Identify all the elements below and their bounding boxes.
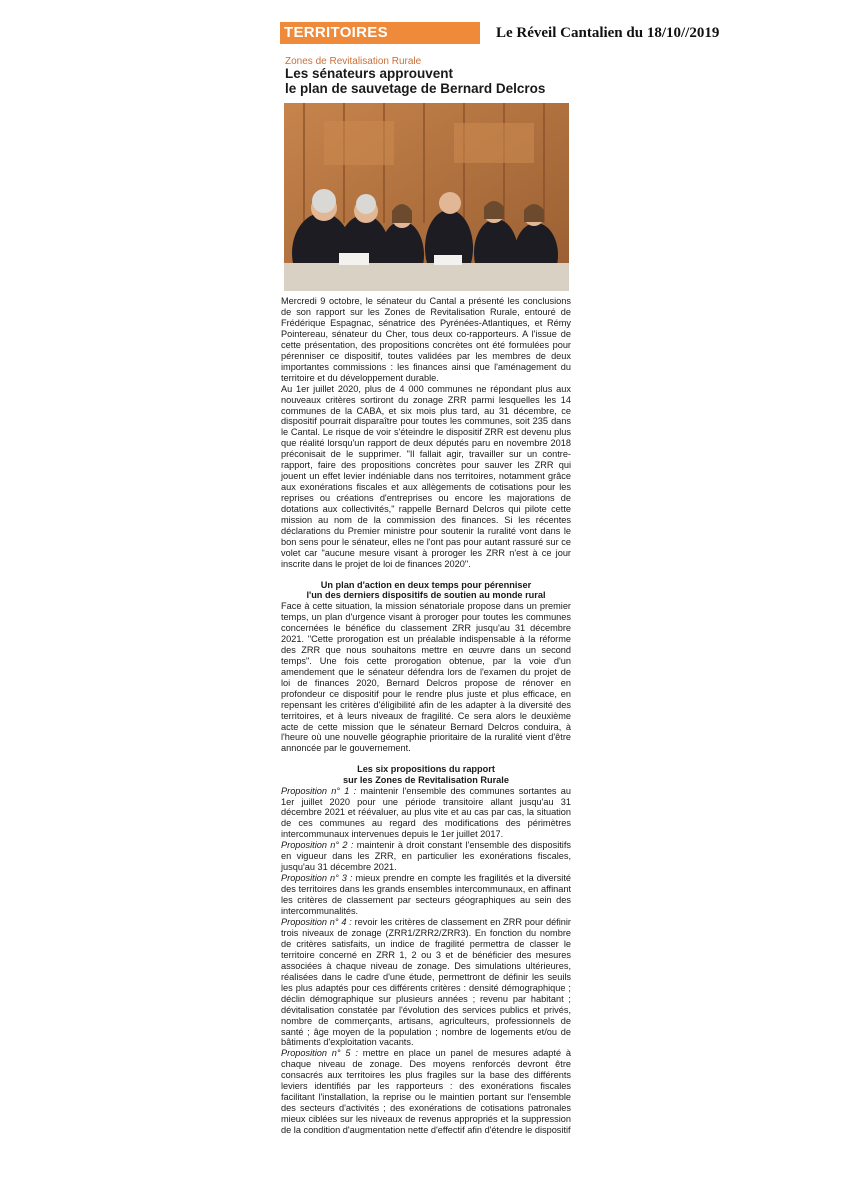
proposal-1-label: Proposition n° 1 : bbox=[281, 785, 357, 796]
section-rubric: TERRITOIRES bbox=[280, 22, 480, 44]
proposal-5 bbox=[281, 1048, 571, 1136]
proposal-1 bbox=[281, 786, 571, 841]
page-header bbox=[280, 22, 720, 46]
proposal-3 bbox=[281, 873, 571, 917]
senate-meeting-illustration bbox=[284, 103, 569, 291]
article-headline bbox=[285, 66, 585, 96]
headline-line-1: Les sénateurs approuvent bbox=[285, 66, 454, 81]
subheading-proposals-line-1: Les six propositions du rapport bbox=[357, 764, 495, 775]
newspaper-source: Le Réveil Cantalien du 18/10//2019 bbox=[496, 25, 720, 41]
proposal-2-label: Proposition n° 2 : bbox=[281, 840, 354, 851]
article-body bbox=[281, 296, 571, 1136]
proposal-3-label: Proposition n° 3 : bbox=[281, 873, 353, 884]
headline-line-2: le plan de sauvetage de Bernard Delcros bbox=[285, 81, 546, 96]
proposal-4-text: revoir les critères de classement en ZRR pour définir trois niveaux de zonage (ZRR1/ZRR2/ZRR3). En fonction du nombre de critères satisfaits, un indice de fragilité permettra de classer le territoire concerné en ZRR 1, 2 ou 3 et de bénéficier des mesures associées à chaque niveau de zonage. Des simulations ultérieures, réalisées dans le cadre d'une étude, permettront de définir les seuils les plus adaptés pour ces différents critères : densité démographique ; déclin démographique sur plusieurs années ; revenu par habitant ; dévitalisation constatée par l'évolution des services publics et privés, nombre de commerçants, artisans, agriculteurs, professionnels de santé ; âge moyen de la population ; nombre de logements et/ou de bâtiments d'exploitation vacants. bbox=[281, 916, 571, 1048]
article-kicker: Zones de Revitalisation Rurale bbox=[285, 56, 422, 67]
proposal-5-text: mettre en place un panel de mesures adapté à chaque niveau de zonage. Des moyens renforcés devront être consacrés aux territoires les plus fragiles sur la base des différents leviers identifiés par les rapporteurs : des exonérations fiscales facilitant l'installation, la reprise ou le maintien portant sur l'ensemble des secteurs d'activités ; des exonérations de cotisations patronales mieux ciblées sur les niveaux de revenus appropriés et la suppression de la condition d'augmentation nette d'effectif afin d'étendre le dispositif bbox=[281, 1048, 572, 1136]
proposal-1-text: maintenir l'ensemble des communes sortantes au 1er juillet 2020 pour une période transitoire allant jusqu'au 31 décembre 2021 et réévaluer, au plus vite et au cas par cas, la situation de ces communes au regard des modifications des périmètres intercommunaux intervenues depuis le 1er juillet 2017. bbox=[281, 785, 572, 840]
proposal-2 bbox=[281, 840, 571, 873]
subheading-plan-line-2: l'un des derniers dispositifs de soutien au monde rural bbox=[306, 590, 546, 601]
proposal-5-label: Proposition n° 5 : bbox=[281, 1048, 358, 1059]
paragraph-intro: Mercredi 9 octobre, le sénateur du Cantal a présenté les conclusions de son rapport sur les Zones de Revitalisation Rurale, entouré de Frédérique Espagnac, sénatrice des Pyrénées-Atlantiques, et Rémy Pointereau, sénateur du Cher, tous deux co-rapporteurs. A l'issue de cette présentation, des propositions concrètes ont été formulées pour pérenniser ce dispositif, toutes validées par les membres de deux importantes commissions : les finances ainsi que l'aménagement du territoire et du développement durable. bbox=[281, 296, 571, 383]
proposal-2-text: maintenir à droit constant l'ensemble des dispositifs en vigueur dans les ZRR, en particulier les exonérations fiscales, jusqu'au 31 décembre 2021. bbox=[281, 840, 571, 873]
article-photo bbox=[284, 103, 569, 291]
proposal-4-label: Proposition n° 4 : bbox=[281, 916, 352, 927]
proposal-4 bbox=[281, 917, 571, 1048]
paragraph-context: Au 1er juillet 2020, plus de 4 000 communes ne répondant plus aux nouveaux critères sortiront du zonage ZRR parmi lesquelles les 14 communes de la CABA, et six mois plus tard, au 31 décembre, ce dispositif pourrait disparaître pour toutes les communes, soit 235 dans le Cantal. Le risque de voir s'éteindre le dispositif ZRR est devenu plus que réalité lorsqu'un rapport de deux députés paru en novembre 2018 préconisait de le supprimer. "Il fallait agir, travailler sur un contre-rapport, faire des propositions concrètes pour sauver les ZRR qui jouent un effet levier indéniable dans nos territoires, notamment grâce aux exonérations fiscales et aux allègements de cotisations pour les reprises ou créations d'entreprises ou encore les majorations de dotations aux collectivités," rappelle Bernard Delcros qui pilote cette mission au nom de la commission des finances. Si les récentes déclarations du Premier ministre pour soutenir la ruralité vont dans le bon sens pour le sénateur, elles ne l'ont pas pour autant rassuré sur ce volet car "aucune mesure visant à proroger les ZRR n'est à ce jour inscrite dans le projet de loi de finances 2020". bbox=[281, 383, 571, 569]
subheading-proposals-line-2: sur les Zones de Revitalisation Rurale bbox=[343, 774, 509, 785]
subheading-plan-line-1: Un plan d'action en deux temps pour pérenniser bbox=[320, 579, 532, 590]
proposal-3-text: mieux prendre en compte les fragilités et la diversité des territoires dans les grands ensembles intercommunaux, en affinant les critères de classement par secteurs géographiques au sein des intercommunalités. bbox=[281, 873, 571, 917]
paragraph-plan: Face à cette situation, la mission sénatoriale propose dans un premier temps, un plan d'urgence visant à proroger pour toutes les communes concernées le bénéfice du classement ZRR jusqu'au 31 décembre 2021. "Cette prorogation est un préalable indispensable à la réforme des ZRR que nous souhaitons mettre en œuvre dans un second temps". Une fois cette prorogation obtenue, par la voie d'un amendement que le sénateur défendra lors de l'examen du projet de loi de finances 2020, Bernard Delcros propose de rénover en profondeur ce dispositif pour le rendre plus juste et plus efficace, en repensant les critères d'éligibilité afin de les adapter à la diversité des territoires, et à leurs niveaux de fragilité. Ce sera alors le deuxième acte de cette mission que le sénateur Bernard Delcros conduira, à l'heure où une nouvelle géographie prioritaire de la ruralité vient d'être annoncée par le gouvernement. bbox=[281, 601, 571, 754]
